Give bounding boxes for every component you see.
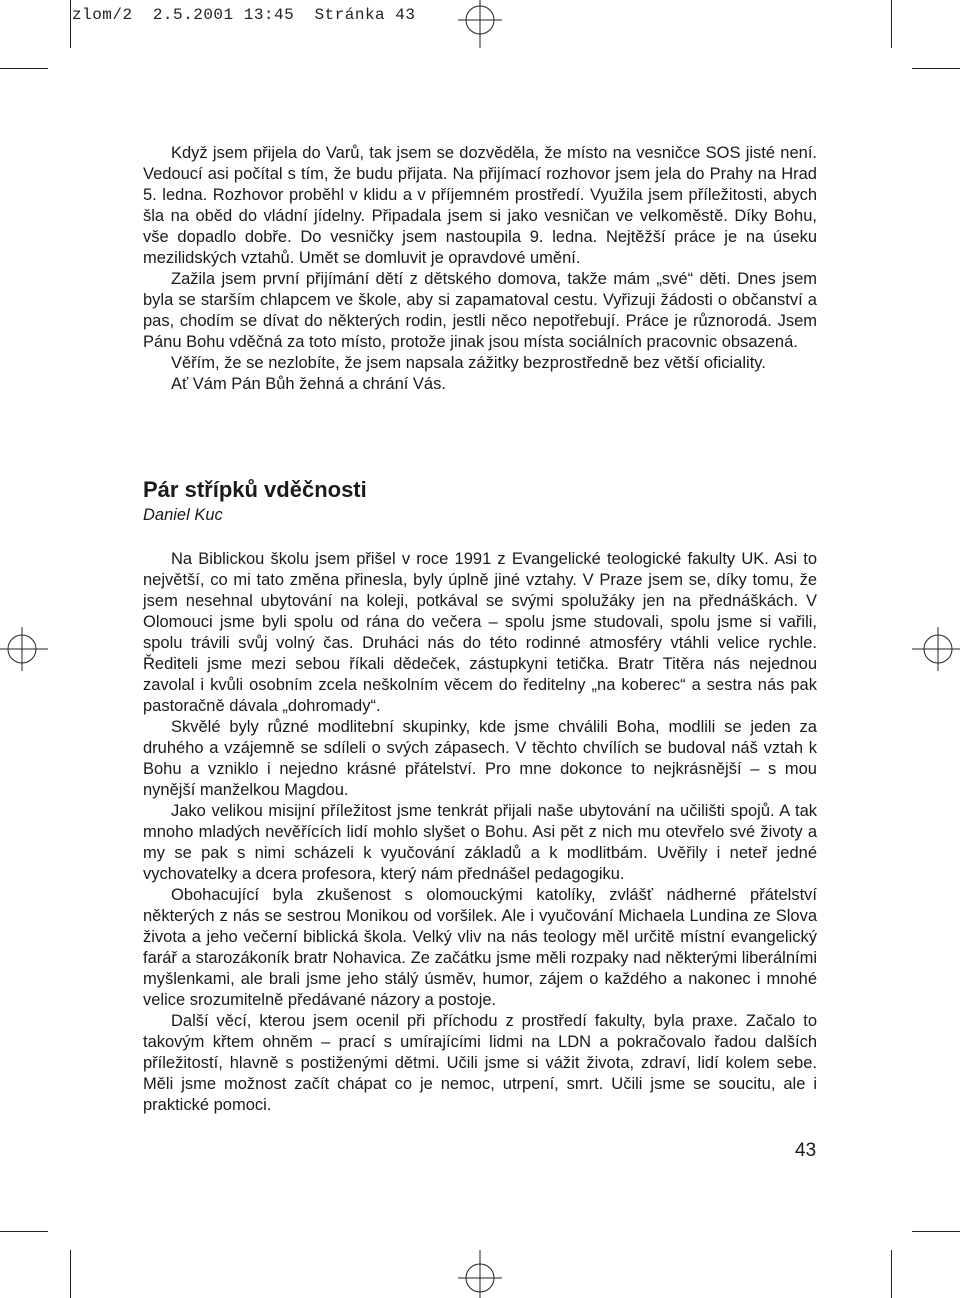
crop-mark-top-right-vertical: [891, 0, 892, 48]
registration-mark-right: [912, 625, 960, 673]
page-number: 43: [795, 1140, 817, 1161]
paragraph: Jako velikou misijní příležitost jsme tenkrát přijali naše ubytování na učilišti spojů. A tak mnoho mladých nevěřících lidí mohlo slyšet o Bohu. Asi pět z nich mu otevřelo své životy a my se pak s nimi scházeli k vyučování základů a k modlitbám. Uvěřily i neteř jedné vychovatelky a dcera profesora, který nám přednášel pedagogiku.: [143, 802, 817, 883]
paragraph: Další věcí, kterou jsem ocenil při příchodu z prostředí fakulty, byla praxe. Začalo to takovým křtem ohněm – prací s umírajícími lidmi na LDN a pokračovalo řadou dalších příležitostí, hlavně s postiženými dětmi. Učili jsme si vážit života, zdraví, lidí kolem sebe. Měli jsme možnost začít chápat co je nemoc, utrpení, smrt. Učili jsme se soucitu, ale i praktické pomoci.: [143, 1012, 817, 1114]
registration-mark-top: [456, 0, 504, 48]
paragraph: Ať Vám Pán Bůh žehná a chrání Vás.: [171, 375, 446, 393]
article-author: Daniel Kuc: [143, 506, 223, 524]
paragraph: Na Biblickou školu jsem přišel v roce 1991 z Evangelické teologické fakulty UK. Asi to největší, co mi tato změna přinesla, byly úplně jiné vztahy. V Praze jsem se, díky tomu, že jsem nesehnal ubytování na koleji, potkával se svými spolužáky jen na přednáškách. V Olomouci jsme byli spolu od rána do večera – spolu jsme studovali, spolu jsme si vařili, spolu trávili svůj volný čas. Druháci nás do této rodinné atmosféry vtáhli velice rychle. Řediteli jsme mezi sebou říkali dědeček, zástupkyni tetička. Bratr Titěra nás nejednou zavolal i kvůli osobním zcela neškolním věcem do ředitelny „na koberec“ a sestra nás pak pastoračně dávala „dohromady“.: [143, 550, 817, 715]
registration-mark-left: [0, 625, 48, 673]
paragraph: Když jsem přijela do Varů, tak jsem se dozvěděla, že místo na vesničce SOS jisté není. Vedoucí asi počítal s tím, že budu přijata. Na přijímací rozhovor jsem jela do Prahy na Hrad 5. ledna. Rozhovor proběhl v klidu a v příjemném prostředí. Využila jsem příležitosti, abych šla na oběd do vládní jídelny. Připadala jsem si jako vesničan ve velkoměstě. Díky Bohu, vše dopadlo dobře. Do vesničky jsem nastoupila 9. ledna. Nejtěžší práce je na úseku mezilidských vztahů. Umět se domluvit je opravdové umění.: [143, 144, 817, 267]
crop-mark-bottom-left-horizontal: [0, 1231, 48, 1232]
paragraph: Skvělé byly různé modlitební skupinky, kde jsme chválili Boha, modlili se jeden za druhého a vzájemně se sdíleli o svých zápasech. V těchto chvílích se budoval náš vztah k Bohu a vzniklo i nejedno krásné přátelství. Pro mne dokonce to nejkrásnější – s mou nynější manželkou Magdou.: [143, 718, 817, 799]
crop-mark-bottom-right-horizontal: [912, 1231, 960, 1232]
article-body: [143, 549, 817, 1116]
paragraph: Zažila jsem první přijímání dětí z dětského domova, takže mám „své“ děti. Dnes jsem byla se starším chlapcem ve škole, aby si zapamatoval cestu. Vyřizuji žádosti o občanství a pas, chodím se dívat do některých rodin, jestli něco nepotřebují. Práce je různorodá. Jsem Pánu Bohu vděčná za toto místo, protože jinak jsou místa sociálních pracovnic obsazená.: [143, 270, 817, 351]
crop-mark-bottom-right-vertical: [891, 1250, 892, 1298]
crop-mark-top-left-horizontal: [0, 68, 48, 69]
paragraph: Obohacující byla zkušenost s olomouckými katolíky, zvlášť nádherné přátelství některých z nás se sestrou Monikou od voršilek. Ale i vyučování Michaela Lundina ze Slova života a jeho večerní biblická škola. Velký vliv na nás teology měl určitě místní evangelický farář a starozákoník bratr Nohavica. Ze začátku jsme měli rozpaky nad některými liberálními myšlenkami, ale brali jsme jeho stálý úsměv, humor, zájem o každého a nakonec i mnohé velice srozumitelně předávané názory a postoje.: [143, 886, 817, 1009]
intro-text: [143, 143, 817, 395]
crop-mark-top-right-horizontal: [912, 68, 960, 69]
registration-mark-bottom: [456, 1250, 504, 1298]
paragraph: Věřím, že se nezlobíte, že jsem napsala zážitky bezprostředně bez větší oficiality.: [171, 354, 766, 372]
crop-mark-bottom-left-vertical: [70, 1250, 71, 1298]
crop-mark-top-left-vertical: [70, 0, 71, 48]
print-slug: zlom/2 2.5.2001 13:45 Stránka 43: [72, 6, 416, 24]
article-title: Pár střípků vděčnosti: [143, 477, 367, 502]
